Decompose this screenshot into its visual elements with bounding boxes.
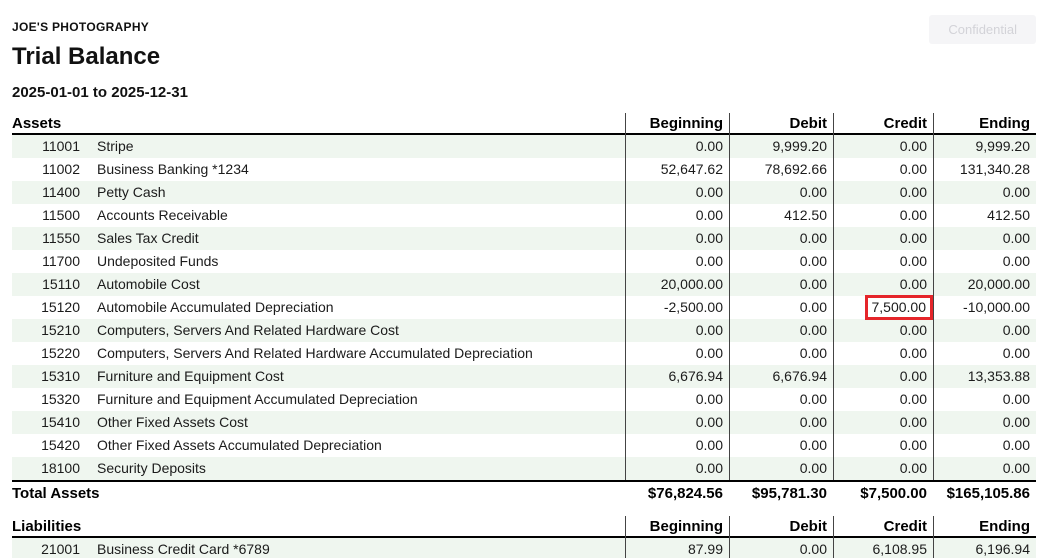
cell-ending: 20,000.00 (933, 273, 1036, 296)
cell-debit: 0.00 (729, 181, 833, 204)
cell-ending: 0.00 (933, 342, 1036, 365)
cell-ending: 0.00 (933, 250, 1036, 273)
cell-debit: 0.00 (729, 273, 833, 296)
cell-ending: 6,196.94 (933, 538, 1036, 558)
cell-name: Accounts Receivable (97, 207, 228, 223)
cell-ending: 0.00 (933, 388, 1036, 411)
cell-credit: 0.00 (833, 457, 933, 480)
cell-account: 11700 (42, 253, 80, 269)
cell-ending: 0.00 (933, 457, 1036, 480)
cell-debit: 0.00 (729, 250, 833, 273)
table-row (12, 158, 1036, 181)
cell-beginning: 0.00 (625, 135, 729, 158)
date-range: 2025-01-01 to 2025-12-31 (12, 84, 188, 101)
cell-name: Automobile Cost (97, 276, 200, 292)
cell-account: 15110 (42, 276, 80, 292)
table-row (12, 434, 1036, 457)
cell-credit: 0.00 (833, 434, 933, 457)
cell-debit: 0.00 (729, 319, 833, 342)
table-row (12, 273, 1036, 296)
column-header-ending: Ending (933, 516, 1036, 538)
cell-account: 11001 (42, 138, 80, 154)
cell-beginning: 0.00 (625, 227, 729, 250)
cell-beginning: 0.00 (625, 204, 729, 227)
cell-ending: 13,353.88 (933, 365, 1036, 388)
cell-ending: 0.00 (933, 319, 1036, 342)
cell-beginning: 52,647.62 (625, 158, 729, 181)
cell-account: 11550 (42, 230, 80, 246)
assets-header-row (12, 113, 1036, 135)
cell-account: 11500 (42, 207, 80, 223)
table-row (12, 457, 1036, 480)
table-row (12, 365, 1036, 388)
table-row (12, 204, 1036, 227)
table-row (12, 388, 1036, 411)
cell-credit: 0.00 (833, 411, 933, 434)
column-header-beginning: Beginning (625, 113, 729, 135)
cell-debit: 0.00 (729, 411, 833, 434)
cell-credit: 0.00 (833, 319, 933, 342)
cell-debit: 0.00 (729, 434, 833, 457)
table-row (12, 342, 1036, 365)
cell-account: 15210 (41, 322, 80, 338)
cell-name: Business Banking *1234 (97, 161, 249, 177)
highlight-annotation-box: 7,500.00 (865, 295, 934, 320)
cell-beginning: 0.00 (625, 411, 729, 434)
column-header-credit: Credit (833, 516, 933, 538)
total-credit: $7,500.00 (860, 485, 927, 502)
cell-beginning: 0.00 (625, 181, 729, 204)
cell-name: Other Fixed Assets Cost (97, 414, 248, 430)
cell-account: 18100 (41, 460, 80, 476)
table-row (12, 319, 1036, 342)
company-name: JOE'S PHOTOGRAPHY (12, 20, 150, 34)
liabilities-header-row (12, 516, 1036, 538)
cell-account: 15310 (41, 368, 80, 384)
column-header-beginning: Beginning (625, 516, 729, 538)
cell-debit: 9,999.20 (729, 135, 833, 158)
trial-balance-table (12, 113, 1036, 558)
total-assets-row (12, 480, 1036, 504)
cell-name: Other Fixed Assets Accumulated Depreciation (97, 437, 382, 453)
cell-name: Petty Cash (97, 184, 166, 200)
column-header-credit: Credit (833, 113, 933, 135)
cell-name: Business Credit Card *6789 (97, 541, 270, 557)
cell-name: Undeposited Funds (97, 253, 219, 269)
cell-beginning: 87.99 (625, 538, 729, 558)
total-assets-label: Total Assets (12, 485, 100, 502)
cell-debit: 0.00 (729, 227, 833, 250)
cell-account: 15420 (41, 437, 80, 453)
cell-ending: 0.00 (933, 227, 1036, 250)
cell-debit: 0.00 (729, 538, 833, 558)
cell-name: Security Deposits (97, 460, 206, 476)
cell-debit: 6,676.94 (729, 365, 833, 388)
assets-section-label: Assets (12, 115, 62, 132)
cell-name: Computers, Servers And Related Hardware Accumulated Depreciation (97, 345, 533, 361)
column-header-debit: Debit (729, 113, 833, 135)
cell-account: 15320 (41, 391, 80, 407)
cell-credit: 0.00 (833, 204, 933, 227)
assets-rows (12, 135, 1036, 480)
cell-debit: 0.00 (729, 388, 833, 411)
cell-beginning: -2,500.00 (625, 296, 729, 319)
total-debit: $95,781.30 (751, 485, 827, 502)
cell-beginning: 0.00 (625, 319, 729, 342)
cell-credit: 0.00 (833, 158, 933, 181)
cell-credit: 0.00 (833, 135, 933, 158)
cell-beginning: 0.00 (625, 388, 729, 411)
cell-credit: 6,108.95 (833, 538, 933, 558)
cell-ending: 0.00 (933, 181, 1036, 204)
cell-account: 15120 (41, 299, 80, 315)
cell-beginning: 0.00 (625, 250, 729, 273)
cell-ending: -10,000.00 (933, 296, 1036, 319)
cell-credit: 0.00 (833, 181, 933, 204)
cell-name: Stripe (97, 138, 134, 154)
cell-credit-highlighted (833, 296, 933, 319)
cell-name: Furniture and Equipment Accumulated Depreciation (97, 391, 418, 407)
cell-beginning: 0.00 (625, 434, 729, 457)
cell-debit: 0.00 (729, 457, 833, 480)
cell-ending: 9,999.20 (933, 135, 1036, 158)
cell-credit: 0.00 (833, 227, 933, 250)
cell-debit: 0.00 (729, 296, 833, 319)
cell-debit: 412.50 (729, 204, 833, 227)
cell-credit: 0.00 (833, 273, 933, 296)
cell-beginning: 6,676.94 (625, 365, 729, 388)
cell-ending: 412.50 (933, 204, 1036, 227)
total-ending: $165,105.86 (946, 485, 1030, 502)
confidential-badge: Confidential (929, 15, 1036, 44)
cell-name: Furniture and Equipment Cost (97, 368, 284, 384)
cell-account: 21001 (41, 541, 80, 557)
cell-ending: 0.00 (933, 411, 1036, 434)
cell-ending: 0.00 (933, 434, 1036, 457)
cell-credit: 0.00 (833, 342, 933, 365)
table-row (12, 135, 1036, 158)
cell-beginning: 20,000.00 (625, 273, 729, 296)
liabilities-rows (12, 538, 1036, 558)
cell-credit: 0.00 (833, 388, 933, 411)
cell-beginning: 0.00 (625, 457, 729, 480)
table-row (12, 538, 1036, 558)
column-header-ending: Ending (933, 113, 1036, 135)
cell-account: 11400 (42, 184, 80, 200)
table-row (12, 411, 1036, 434)
cell-debit: 0.00 (729, 342, 833, 365)
cell-account: 15410 (41, 414, 80, 430)
cell-credit: 0.00 (833, 365, 933, 388)
table-row (12, 227, 1036, 250)
cell-beginning: 0.00 (625, 342, 729, 365)
column-header-debit: Debit (729, 516, 833, 538)
table-row (12, 250, 1036, 273)
cell-name: Sales Tax Credit (97, 230, 199, 246)
cell-credit: 0.00 (833, 250, 933, 273)
cell-ending: 131,340.28 (933, 158, 1036, 181)
total-beginning: $76,824.56 (647, 485, 723, 502)
cell-debit: 78,692.66 (729, 158, 833, 181)
cell-name: Automobile Accumulated Depreciation (97, 299, 334, 315)
table-row-highlighted (12, 296, 1036, 319)
page-title: Trial Balance (12, 43, 161, 70)
cell-name: Computers, Servers And Related Hardware Cost (97, 322, 399, 338)
table-row (12, 181, 1036, 204)
cell-account: 15220 (41, 345, 80, 361)
liabilities-section-label: Liabilities (12, 518, 82, 535)
cell-account: 11002 (42, 161, 80, 177)
